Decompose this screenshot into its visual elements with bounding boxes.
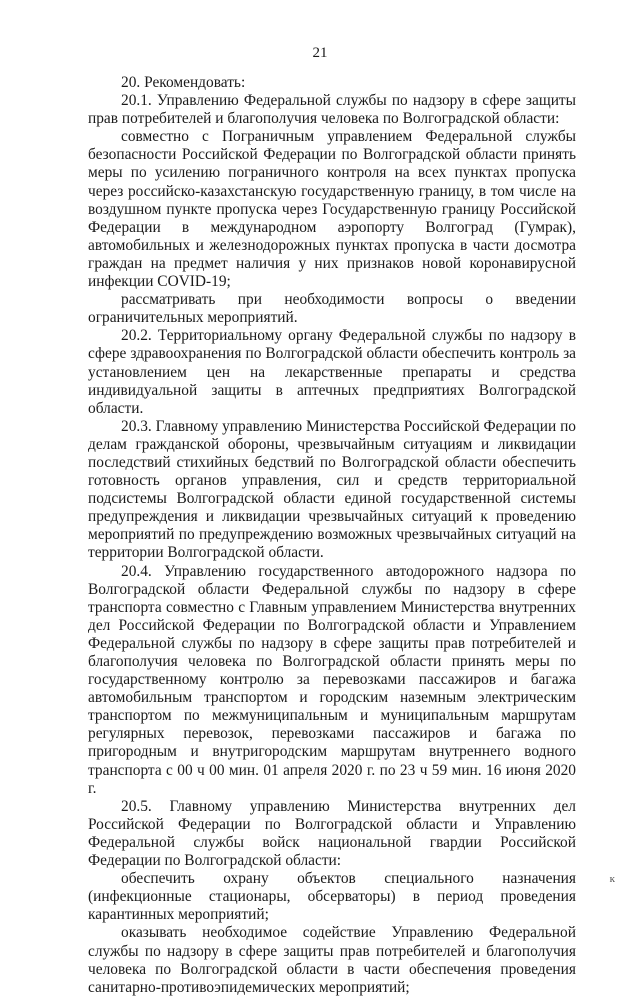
paragraph-20-1-b: рассматривать при необходимости вопросы о введении ограничительных мероприятий. [88,291,576,327]
paragraph-20-5: 20.5. Главному управлению Министерства внутренних дел Российской Федерации по Волгоградской области и Управлению Федеральной службы войск национальной гвардии Российской Федерации по Волгоградской области: [88,797,576,870]
paragraph-20-1: 20.1. Управлению Федеральной службы по надзору в сфере защиты прав потребителей и благополучия человека по Волгоградской области: [88,92,576,128]
paragraph-20-1-a: совместно с Пограничным управлением Федеральной службы безопасности Российской Федерации по Волгоградской области принять меры по усилению пограничного контроля на всех пунктах пропуска через российско-казахстанскую государственную границу, в том числе на воздушном пункте пропуска через Государственную границу Российской Федерации в международном аэропорту Волгоград (Гумрак), автомобильных и железнодорожных пунктах пропуска в части досмотра граждан на предмет наличия у них признаков новой коронавирусной инфекции COVID-19; [88,128,576,291]
paragraph-20-5-b: оказывать необходимое содействие Управлению Федеральной службы по надзору в сфере защиты прав потребителей и благополучия человека по Волгоградской области в части обеспечения проведения санитарно-противоэпидемических мероприятий; [88,924,576,996]
continuation-mark: к [609,872,615,885]
paragraph-20-2: 20.2. Территориальному органу Федеральной службы по надзору в сфере здравоохранения по Волгоградской области обеспечить контроль за установлением цен на лекарственные препараты и средства индивидуальной защиты в аптечных предприятиях Волгоградской области. [88,327,576,417]
paragraph-20: 20. Рекомендовать: [121,74,246,91]
document-body [88,74,576,997]
paragraph-20-4: 20.4. Управлению государственного автодорожного надзора по Волгоградской области Федеральной службы по надзору в сфере транспорта совместно с Главным управлением Министерства внутренних дел Российской Федерации по Волгоградской области и Управлением Федеральной службы по надзору в сфере защиты прав потребителей и благополучия человека по Волгоградской области принять меры по государственному контролю за перевозками пассажиров и багажа автомобильным транспортом и городским наземным электрическим транспортом по межмуниципальным и муниципальным маршрутам регулярных перевозок, перевозками пассажиров и багажа по пригородным и внутригородским маршрутам внутреннего водного транспорта с 00 ч 00 мин. 01 апреля 2020 г. по 23 ч 59 мин. 16 июня 2020 г. [88,562,576,797]
paragraph-20-5-a: обеспечить охрану объектов специального назначения (инфекционные стационары, обсерваторы) в период проведения карантинных мероприятий; [88,870,576,924]
paragraph-20-3: 20.3. Главному управлению Министерства Российской Федерации по делам гражданской обороны, чрезвычайным ситуациям и ликвидации последствий стихийных бедствий по Волгоградской области обеспечить готовность органов управления, сил и средств территориальной подсистемы Волгоградской области единой государственной системы предупреждения и ликвидации чрезвычайных ситуаций к проведению мероприятий по предупреждению возможных чрезвычайных ситуаций на территории Волгоградской области. [88,417,576,562]
page-number: 21 [312,45,328,61]
